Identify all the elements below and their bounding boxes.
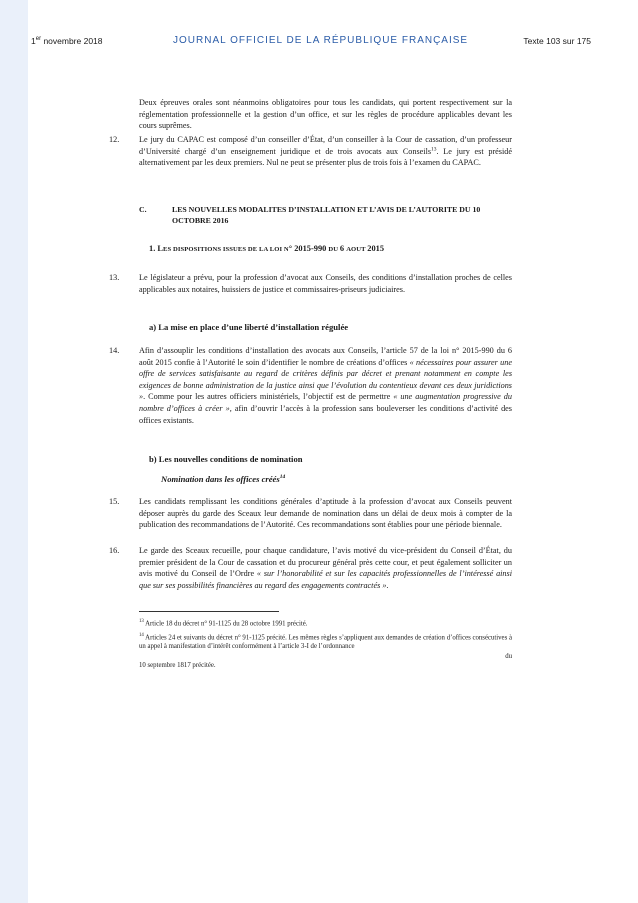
intro-paragraph: Deux épreuves orales sont néanmoins obligatoires pour tous les candidats, qui portent respectivement sur la réglementation professionnelle et la gestion d’un office, et sur les règles de procédure applicables devant les cours suprêmes. bbox=[139, 98, 512, 131]
paragraph-12: Le jury du CAPAC est composé d’un conseiller d’État, d’un conseiller à la Cour de cassation, d’un professeur d’Université chargé d’un enseignement juridique et de trois avocats aux Conseils$^{13}$. Le jury est présidé alternativement par les deux premiers. Nul ne peut se présenter plus de trois fois à l’examen du CAPAC. bbox=[139, 135, 512, 168]
page-header bbox=[31, 36, 591, 50]
footnote-13: $^{13}$ Article 18 du décret n° 91-1125 du 28 octobre 1991 précité. bbox=[139, 619, 308, 628]
subsection-a-heading: a) La mise en place d’une liberté d’installation régulée bbox=[149, 322, 349, 332]
footnote-14: $^{14}$ Articles 24 et suivants du décret n° 91-1125 précité. Les mêmes règles s’appliquent aux demandes de création d’offices consécutives à un appel à manifestation d’intérêt conformément à l’article 3-I de l’ordonnance bbox=[139, 633, 512, 651]
paragraph-number: 15. bbox=[109, 497, 120, 506]
nomination-heading: Nomination dans les offices créés$^{14}$ bbox=[161, 474, 286, 484]
subsection-b-heading: b) Les nouvelles conditions de nomination bbox=[149, 454, 303, 464]
page-info: Texte 103 sur 175 bbox=[523, 36, 591, 46]
paragraph-14: Afin d’assouplir les conditions d’installation des avocats aux Conseils, l’article 57 de la loi n° 2015-990 du 6 août 2015 confie à l’Autorité le soin d’identifier le nombre de créations d’offices « nécessaires pour assurer une offre de services satisfaisante au regard de critères définis par décret et prenant notamment en compte les exigences de bonne administration de la justice ainsi que l’évolution du contentieux devant ces deux juridictions ». Comme pour les autres officiers ministériels, l’objectif est de permettre « une augmentation progressive du nombre d’offices à créer », afin d’ouvrir l’accès à la profession sans bouleverser les conditions d’activité des offices existants. bbox=[139, 346, 512, 425]
paragraph-number: 14. bbox=[109, 346, 120, 355]
footnote-14-end: 10 septembre 1817 précitée. bbox=[139, 662, 216, 669]
subsection-1-heading: 1. LES DISPOSITIONS ISSUES DE LA LOI N° 2015-990 DU 6 AOUT 2015 bbox=[149, 244, 385, 253]
header-date: 1er novembre 2018 bbox=[31, 36, 103, 46]
paragraph-number: 13. bbox=[109, 273, 120, 282]
page-left-band bbox=[0, 0, 28, 903]
paragraph-15: Les candidats remplissant les conditions générales d’aptitude à la profession d’avocat aux Conseils peuvent déposer auprès du garde des Sceaux leur demande de nomination dans un délai de deux mois à compter de la publication des recommandations de l’Autorité. Ces recommandations sont établies pour une période biennale. bbox=[139, 497, 512, 530]
paragraph-16: Le garde des Sceaux recueille, pour chaque candidature, l’avis motivé du vice-président du Conseil d’État, du premier président de la Cour de cassation et du procureur général près cette cour, et peut également solliciter un avis motivé du Conseil de l’Ordre « sur l’honorabilité et sur les capacités professionnelles de l’intéressé ainsi que sur ses possibilités financières au regard des engagements contractés ». bbox=[139, 546, 512, 590]
paragraph-number: 12. bbox=[109, 135, 120, 144]
paragraph-number: 16. bbox=[109, 546, 120, 555]
footnote-separator bbox=[139, 611, 279, 612]
journal-title: JOURNAL OFFICIEL DE LA RÉPUBLIQUE FRANÇAISE bbox=[173, 35, 469, 46]
paragraph-13: Le législateur a prévu, pour la profession d’avocat aux Conseils, des conditions d’installation proches de celles applicables aux notaires, huissiers de justice et commissaires-priseurs judiciaires. bbox=[139, 273, 512, 294]
